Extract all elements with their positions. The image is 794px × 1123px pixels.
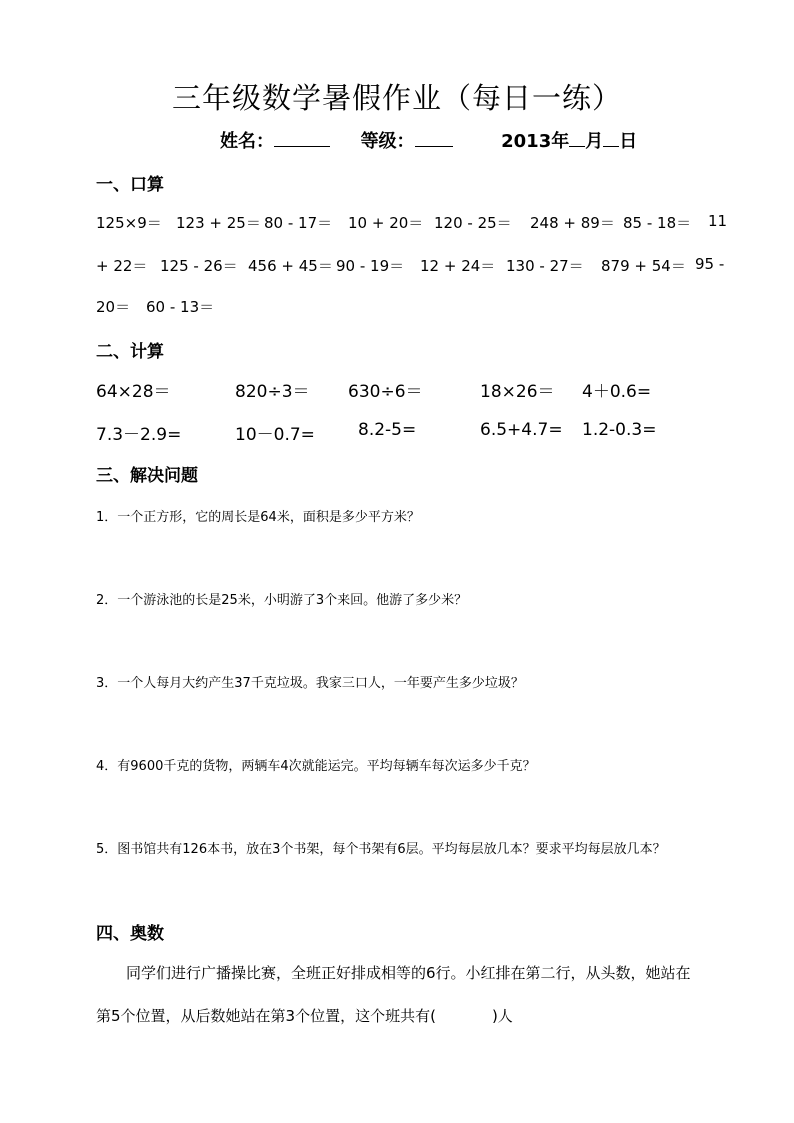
word-problem: 4．有9600千克的货物，两辆车4次就能运完。平均每辆车每次运多少千克？ — [96, 759, 536, 774]
day-blank[interactable] — [603, 128, 619, 147]
oral-item: 456 + 45＝ — [248, 257, 333, 275]
calc-item: 630÷6＝ — [348, 382, 423, 402]
name-blank[interactable] — [274, 128, 330, 147]
olympiad-text-line2 — [96, 1005, 513, 1026]
oral-item: 125 - 26＝ — [160, 257, 238, 275]
oral-item: 125×9＝ — [96, 214, 162, 232]
day-label: 日 — [619, 131, 638, 152]
oral-item: 879 + 54＝ — [601, 257, 686, 275]
olympiad-text-part1: 第5个位置，从后数她站在第3个位置，这个班共有( — [96, 1007, 436, 1025]
month-blank[interactable] — [569, 128, 585, 147]
olympiad-text-line1: 同学们进行广播操比赛，全班正好排成相等的6行。小红排在第二行，从头数，她站在 — [126, 964, 691, 982]
calc-item: 8.2-5= — [358, 420, 417, 440]
calc-item: 7.3－2.9= — [96, 425, 182, 445]
page-title: 三年级数学暑假作业（每日一练） — [171, 81, 622, 115]
oral-item: 90 - 19＝ — [336, 257, 405, 275]
oral-item: 80 - 17＝ — [264, 214, 333, 232]
word-problem: 1．一个正方形，它的周长是64米，面积是多少平方米？ — [96, 510, 420, 525]
oral-item: 130 - 27＝ — [506, 257, 584, 275]
section-heading-solve: 三、解决问题 — [96, 466, 198, 486]
oral-item: 12 + 24＝ — [420, 257, 496, 275]
calc-item: 64×28＝ — [96, 382, 171, 402]
oral-item: 95 - — [695, 255, 725, 273]
calc-item: 820÷3＝ — [235, 382, 310, 402]
oral-item: 20＝ — [96, 298, 131, 316]
oral-item: 120 - 25＝ — [434, 214, 512, 232]
word-problem: 2．一个游泳池的长是25米，小明游了3个来回。他游了多少米？ — [96, 593, 468, 608]
oral-item: 60 - 13＝ — [146, 298, 215, 316]
year-label: 2013年 — [501, 131, 570, 152]
section-heading-calc: 二、计算 — [96, 342, 164, 362]
oral-item: 10 + 20＝ — [348, 214, 424, 232]
oral-item: + 22＝ — [96, 257, 148, 275]
oral-item: 248 + 89＝ — [530, 214, 615, 232]
calc-item: 1.2-0.3= — [582, 420, 657, 440]
word-problem: 3．一个人每月大约产生37千克垃圾。我家三口人，一年要产生多少垃圾？ — [96, 676, 524, 691]
word-problem: 5．图书馆共有126本书，放在3个书架，每个书架有6层。平均每层放几本？要求平均每层放几本？ — [96, 842, 666, 857]
olympiad-text-part2: )人 — [491, 1007, 513, 1025]
grade-blank[interactable] — [415, 128, 453, 147]
calc-item: 18×26＝ — [480, 382, 555, 402]
grade-label: 等级： — [360, 131, 415, 152]
oral-item: 11 — [708, 212, 728, 230]
calc-item: 10－0.7= — [235, 425, 315, 445]
calc-item: 6.5+4.7= — [480, 420, 563, 440]
student-info-line — [220, 127, 637, 153]
section-heading-olympiad: 四、奥数 — [96, 924, 164, 944]
oral-item: 85 - 18＝ — [623, 214, 692, 232]
section-heading-oral: 一、口算 — [96, 175, 164, 195]
name-label: 姓名： — [220, 131, 274, 152]
calc-item: 4＋0.6= — [582, 382, 652, 402]
month-label: 月 — [585, 131, 604, 152]
oral-item: 123 + 25＝ — [176, 214, 261, 232]
